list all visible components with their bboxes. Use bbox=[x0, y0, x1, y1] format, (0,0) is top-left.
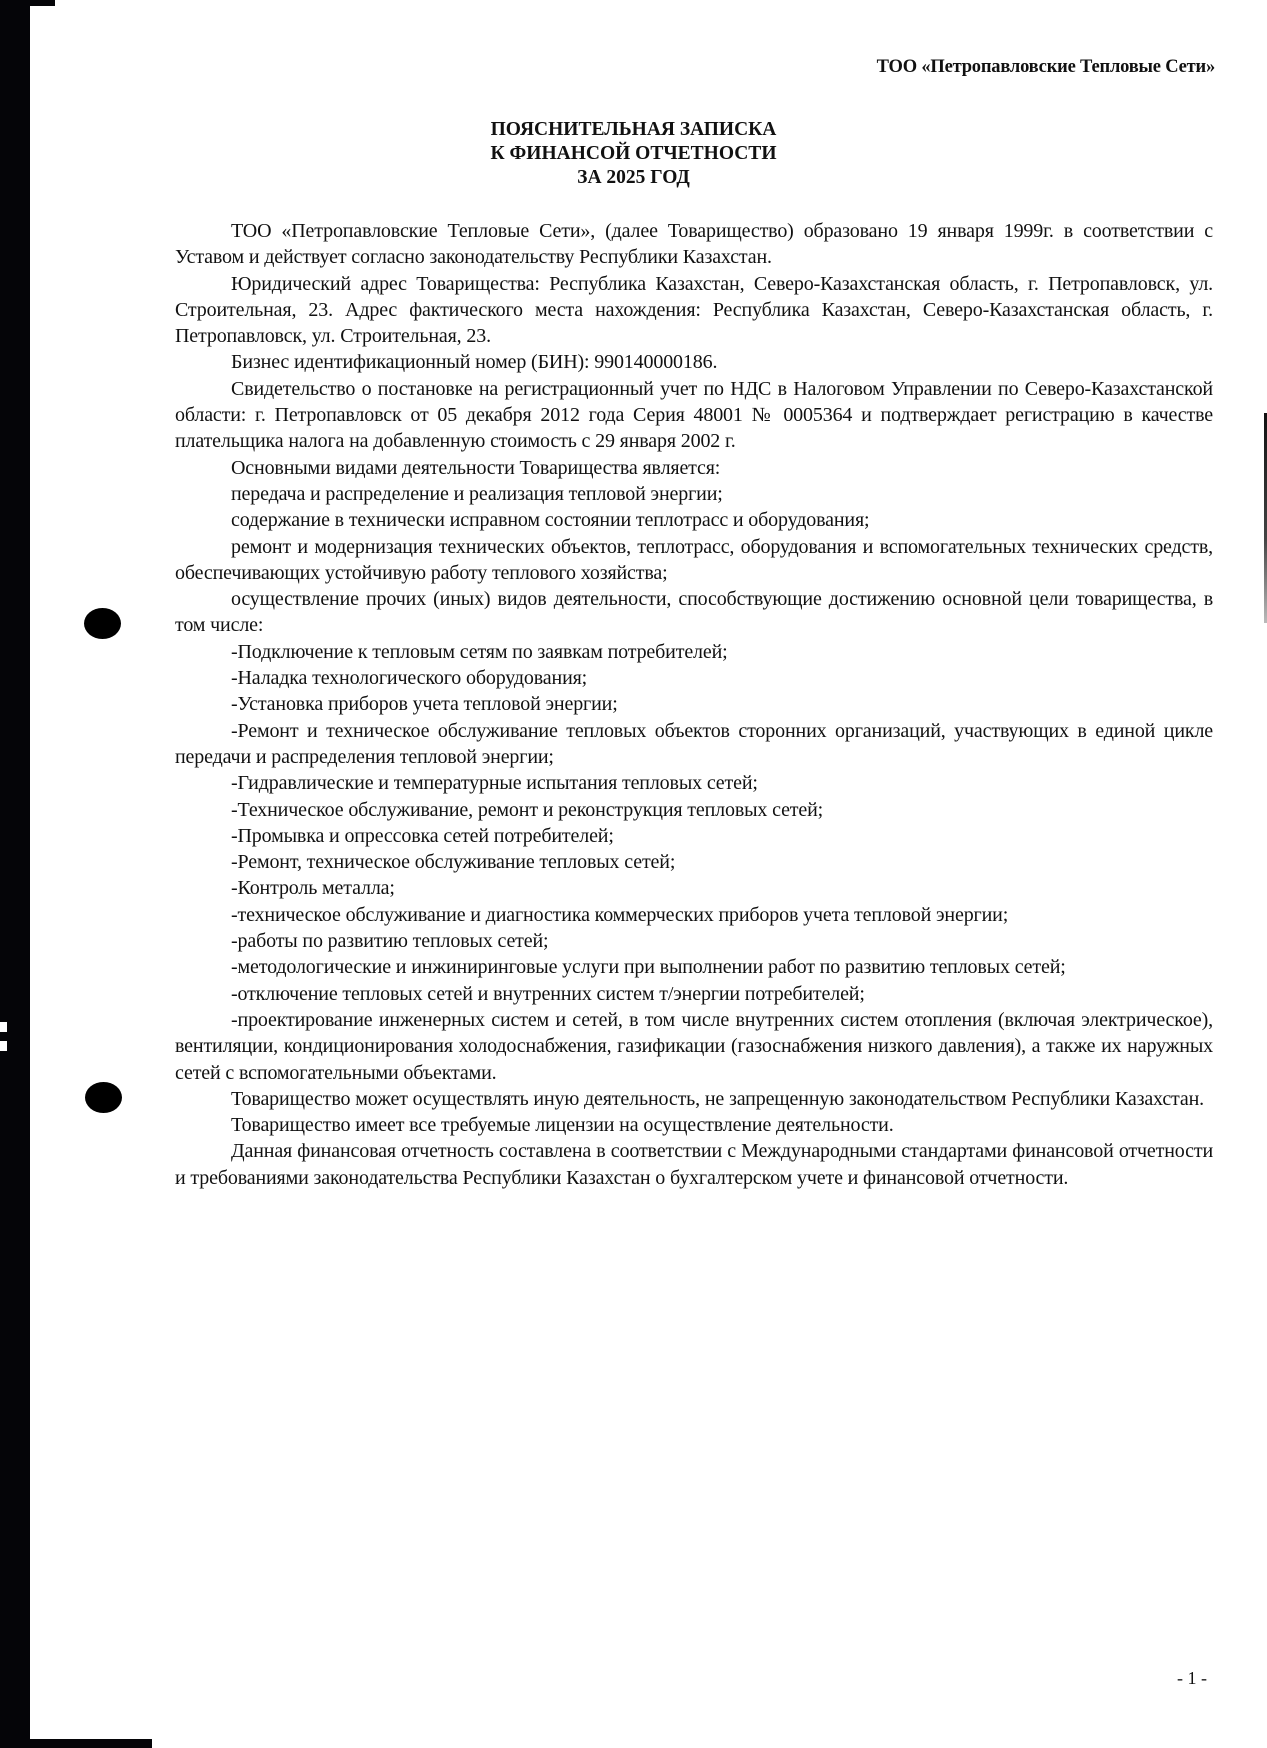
page-number: - 1 - bbox=[1177, 1668, 1207, 1688]
sub-activity-item: -работы по развитию тепловых сетей; bbox=[231, 930, 549, 953]
header-organization: ТОО «Петропавловские Тепловые Сети» bbox=[876, 57, 1215, 77]
sub-activity-item: -методологические и инжиниринговые услуги при выполнении работ по развитию тепловых сетей; bbox=[231, 956, 1066, 979]
title-line-3: ЗА 2025 ГОД bbox=[577, 167, 690, 188]
sub-activity-item: -Подключение к тепловым сетям по заявкам потребителей; bbox=[231, 640, 728, 663]
sub-activity-item: -Контроль металла; bbox=[231, 877, 395, 900]
sub-activity-item: -Техническое обслуживание, ремонт и реконструкция тепловых сетей; bbox=[231, 798, 824, 821]
activity-item: передача и распределение и реализация тепловой энергии; bbox=[231, 482, 723, 505]
punch-hole bbox=[85, 1082, 122, 1113]
document-body bbox=[175, 218, 1213, 1191]
scan-notch bbox=[0, 1041, 7, 1051]
paragraph-activities-intro: Основными видами деятельности Товарищества является: bbox=[231, 456, 721, 479]
scan-notch bbox=[0, 1022, 7, 1032]
activity-item: ремонт и модернизация технических объектов, теплотрасс, оборудования и вспомогательных технических средств, обеспечивающих устойчивую работу теплового хозяйства; bbox=[175, 535, 1213, 584]
title-line-2: К ФИНАНСОЙ ОТЧЕТНОСТИ bbox=[490, 143, 777, 164]
scan-border-left bbox=[0, 0, 30, 1748]
paragraph-ifrs-compliance: Данная финансовая отчетность составлена в соответствии с Международными стандартами финансовой отчетности и требованиями законодательства Республики Казахстан о бухгалтерском учете и финансовой отчетности. bbox=[175, 1140, 1213, 1189]
sub-activity-item: -проектирование инженерных систем и сетей, в том числе внутренних систем отопления (включая электрическое), вентиляции, кондиционирования холодоснабжения, газификации (газоснабжения низкого давления), а также их наружных сетей с вспомогательными объектами. bbox=[175, 1008, 1213, 1084]
sub-activity-item: -Гидравлические и температурные испытания тепловых сетей; bbox=[231, 772, 758, 795]
scan-border-bottom bbox=[30, 1739, 152, 1748]
title-line-1: ПОЯСНИТЕЛЬНАЯ ЗАПИСКА bbox=[490, 119, 777, 140]
sub-activity-item: -Ремонт и техническое обслуживание тепловых объектов сторонних организаций, участвующих в единой цикле передачи и распределения тепловой энергии; bbox=[175, 719, 1213, 768]
activity-item: осуществление прочих (иных) видов деятельности, способствующие достижению основной цели товарищества, в том числе: bbox=[175, 588, 1213, 637]
sub-activity-item: -Наладка технологического оборудования; bbox=[231, 667, 588, 690]
paragraph-legal-address: Юридический адрес Товарищества: Республика Казахстан, Северо-Казахстанская область, г. Петропавловск, ул. Строительная, 23. Адрес фактического места нахождения: Республика Казахстан, Северо-Казахстанская область, г. Петропавловск, ул. Строительная, 23. bbox=[175, 272, 1213, 348]
document-title bbox=[0, 118, 1267, 190]
paragraph-founding: ТОО «Петропавловские Тепловые Сети», (далее Товарищество) образовано 19 января 1999г. в соответствии с Уставом и действует согласно законодательству Республики Казахстан. bbox=[175, 220, 1213, 269]
activity-item: содержание в технически исправном состоянии теплотрасс и оборудования; bbox=[231, 509, 870, 532]
sub-activity-item: -Ремонт, техническое обслуживание тепловых сетей; bbox=[231, 851, 676, 874]
paragraph-licenses: Товарищество имеет все требуемые лицензии на осуществление деятельности. bbox=[231, 1114, 894, 1137]
sub-activity-item: -Установка приборов учета тепловой энергии; bbox=[231, 693, 618, 716]
sub-activity-item: -Промывка и опрессовка сетей потребителей; bbox=[231, 824, 614, 847]
sub-activity-item: -отключение тепловых сетей и внутренних систем т/энергии потребителей; bbox=[231, 982, 865, 1005]
paragraph-other-activity: Товарищество может осуществлять иную деятельность, не запрещенную законодательством Республики Казахстан. bbox=[231, 1087, 1205, 1110]
sub-activity-item: -техническое обслуживание и диагностика коммерческих приборов учета тепловой энергии; bbox=[231, 903, 1009, 926]
paragraph-vat-certificate: Свидетельство о постановке на регистрационный учет по НДС в Налоговом Управлении по Северо-Казахстанской области: г. Петропавловск от 05 декабря 2012 года Серия 48001 № 0005364 и подтверждает регистрацию в качестве плательщика налога на добавленную стоимость с 29 января 2002 г. bbox=[175, 377, 1213, 453]
punch-hole bbox=[84, 608, 121, 639]
scan-border-top bbox=[0, 0, 55, 6]
paragraph-bin: Бизнес идентификационный номер (БИН): 990140000186. bbox=[231, 351, 718, 374]
